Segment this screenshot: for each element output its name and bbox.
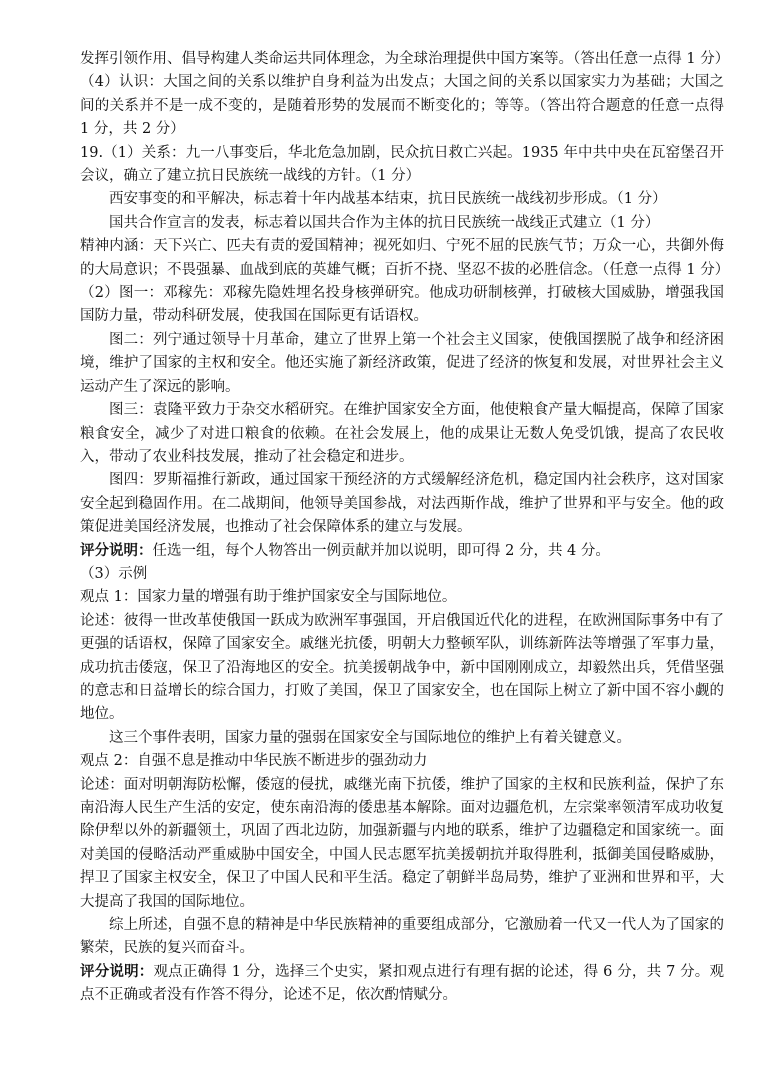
scoring-label-2: 评分说明： — [80, 963, 154, 980]
scoring-text-2: 观点正确得 1 分，选择三个史实，紧扣观点进行有理有据的论述，得 6 分，共 7 分。观点不正确或者没有作答不得分，论述不足，依次酌情赋分。 — [80, 963, 725, 1004]
paragraph-p3: 19.（1）关系：九一八事变后，华北危急加剧，民众抗日救亡兴起。1935 年中共中央在瓦窑堡召开会议，确立了建立抗日民族统一战线的方针。（1 分） — [80, 144, 724, 185]
paragraph-p9: 图三：袁隆平致力于杂交水稻研究。在维护国家安全方面，他使粮食产量大幅提高，保障了国家粮食安全，减少了对进口粮食的依赖。在社会发展上，他的成果让无数人免受饥饿，提高了农民收入，带动了农业科技发展，推动了社会稳定和进步。 — [80, 402, 724, 465]
paragraph-p17: 论述：面对明朝海防松懈，倭寇的侵扰，戚继光南下抗倭，维护了国家的主权和民族利益，保护了东南沿海人民生产生活的安定，使东南沿海的倭患基本解除。面对边疆危机，左宗棠率领清军成功收复除伊犁以外的新疆领土，巩固了西北边防，加强新疆与内地的联系，维护了边疆稳定和国家统一。面对美国的侵略活动严重威胁中国安全，中国人民志愿军抗美援朝抗并取得胜利，抵御美国侵略威胁，捍卫了国家主权安全，保卫了中国人民和平生活。稳定了朝鲜半岛局势，维护了亚洲和世界和平，大大提高了我国的国际地位。 — [80, 776, 724, 910]
paragraph-p14: 论述：彼得一世改革使俄国一跃成为欧洲军事强国，开启俄国近代化的进程，在欧洲国际事务中有了更强的话语权，保障了国家安全。戚继光抗倭，明朝大力整顿军队，训练新阵法等增强了军事力量，成功抗击倭寇，保卫了沿海地区的安全。抗美援朝战争中，新中国刚刚成立，却毅然出兵，凭借坚强的意志和日益增长的综合国力，打败了美国，保卫了国家安全，也在国际上树立了新中国不容小觑的地位。 — [80, 612, 724, 723]
paragraph-p5: 国共合作宣言的发表，标志着以国共合作为主体的抗日民族统一战线正式建立（1 分） — [109, 214, 660, 231]
paragraph-p7: （2）图一：邓稼先：邓稼先隐姓埋名投身核弹研究。他成功研制核弹，打破核大国威胁，增强我国国防力量，带动科研发展，使我国在国际更有话语权。 — [80, 285, 724, 325]
paragraph-p10: 图四：罗斯福推行新政，通过国家干预经济的方式缓解经济危机，稳定国内社会秩序，这对国家安全起到稳固作用。在二战期间，他领导美国参战，对法西斯作战，维护了世界和平与安全。他的政策促进美国经济发展，也推动了社会保障体系的建立与发展。 — [80, 472, 724, 536]
paragraph-p6: 精神内涵：天下兴亡、匹夫有责的爱国精神；视死如归、宁死不屈的民族气节；万众一心，共御外侮的大局意识；不畏强暴、血战到底的英雄气概；百折不挠、坚忍不拔的必胜信念。（任意一点得 1 分） — [80, 238, 730, 278]
paragraph-p12: （3）示例 — [80, 565, 148, 582]
paragraph-p8: 图二：列宁通过领导十月革命，建立了世界上第一个社会主义国家，使俄国摆脱了战争和经济困境，维护了国家的主权和安全。他还实施了新经济政策，促进了经济的恢复和发展，对世界社会主义运动产生了深远的影响。 — [80, 331, 724, 395]
scoring-text-1: 任选一组，每个人物答出一例贡献并加以说明，即可得 2 分，共 4 分。 — [152, 542, 610, 559]
paragraph-p4: 西安事变的和平解决，标志着十年内战基本结束，抗日民族统一战线初步形成。（1 分） — [109, 191, 667, 208]
paragraph-p18: 综上所述，自强不息的精神是中华民族精神的重要组成部分，它激励着一代又一代人为了国家的繁荣，民族的复兴而奋斗。 — [80, 917, 724, 957]
scoring-label-1: 评分说明： — [80, 542, 153, 559]
paragraph-p13: 观点 1：国家力量的增强有助于维护国家安全与国际地位。 — [80, 589, 457, 606]
paragraph-p2: （4）认识：大国之间的关系以维护自身利益为出发点；大国之间的关系以国家实力为基础；大国之间的关系并不是一成不变的，是随着形势的发展而不断变化的；等等。（答出符合题意的任意一点得 1 分，共 2 分） — [80, 74, 724, 138]
scoring-note-1 — [80, 540, 724, 563]
paragraph-p16: 观点 2：自强不息是推动中华民族不断进步的强劲动力 — [80, 753, 428, 770]
scoring-note-2 — [80, 961, 724, 1008]
paragraph-p15: 这三个事件表明，国家力量的强弱在国家安全与国际地位的维护上有着关键意义。 — [109, 729, 631, 746]
paragraph-p1: 发挥引领作用、倡导构建人类命运共同体理念，为全球治理提供中国方案等。（答出任意一点得 1 分） — [80, 51, 730, 67]
